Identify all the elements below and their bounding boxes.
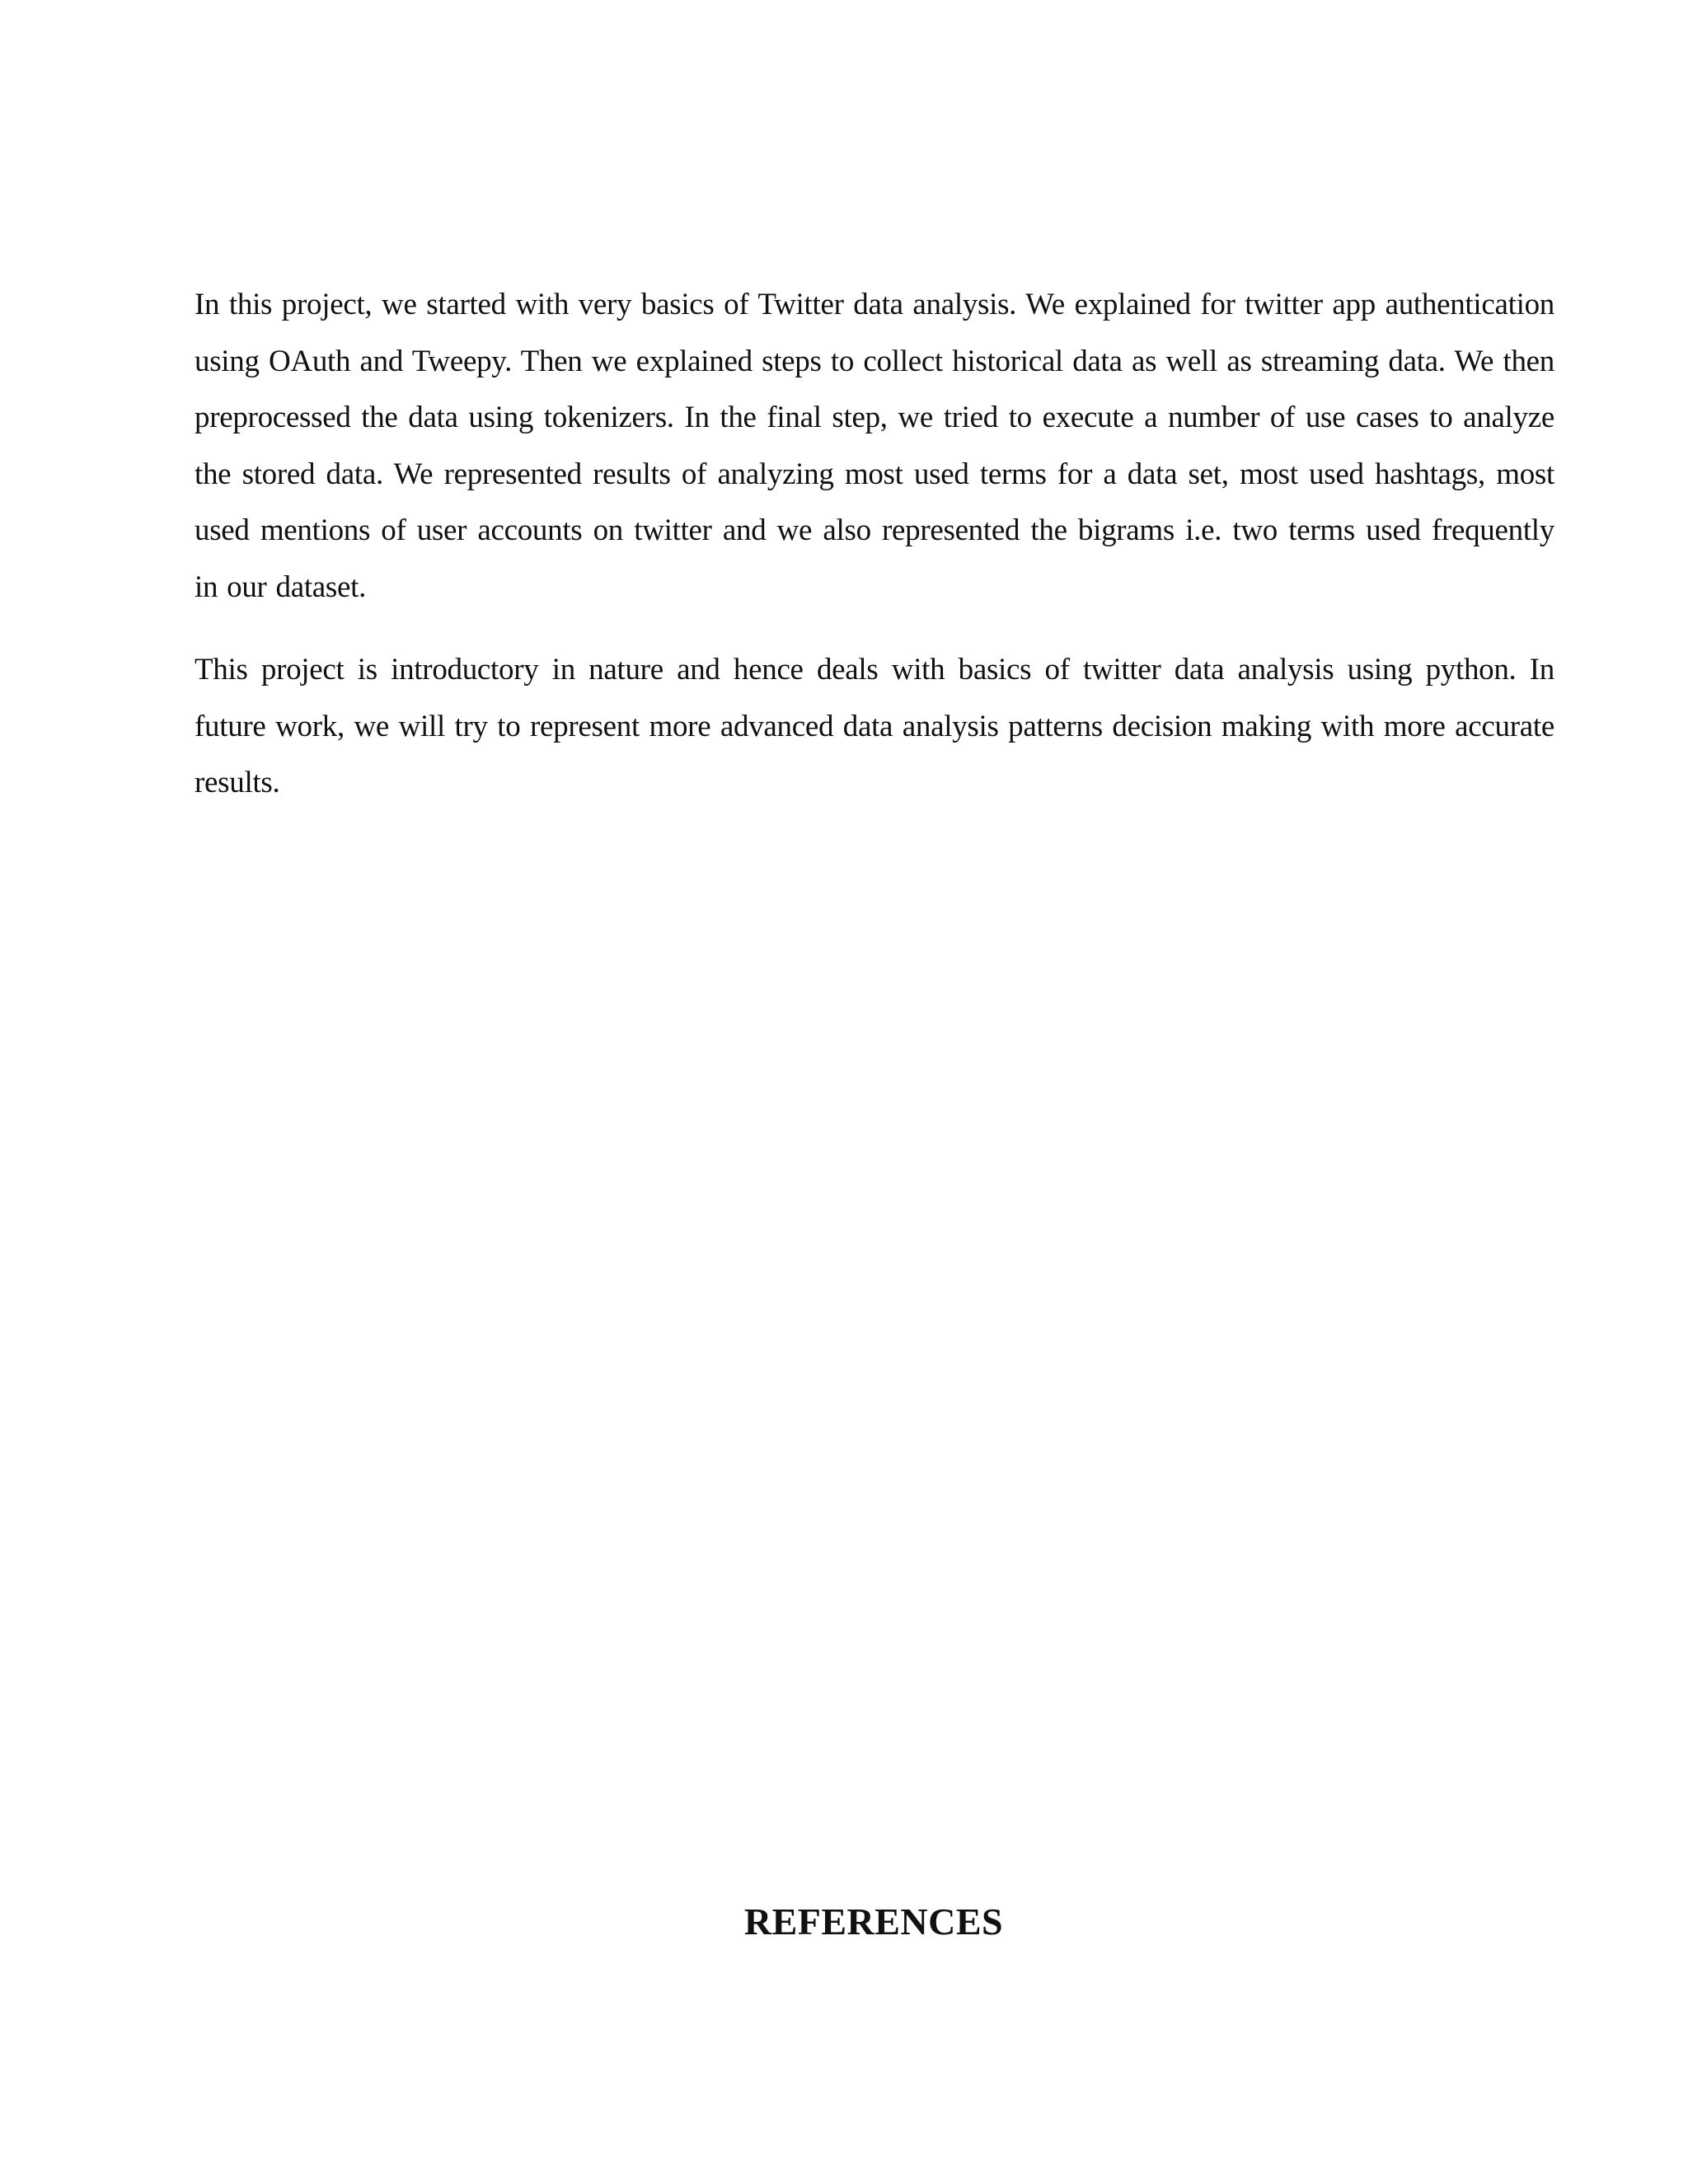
conclusion-paragraph-1: In this project, we started with very basics of Twitter data analysis. We explained for twitter app authentication using OAuth and Tweepy. Then we explained steps to collect historical data as well as streaming data. We then preprocessed the data using tokenizers. In the final step, we tried to execute a number of use cases to analyze the stored data. We represented results of analyzing most used terms for a data set, most used hashtags, most used mentions of user accounts on twitter and we also represented the bigrams i.e. two terms used frequently in our dataset. (195, 288, 1554, 604)
references-heading: REFERENCES (743, 1900, 1004, 1943)
conclusion-paragraph-2: This project is introductory in nature and hence deals with basics of twitter data analysis using python. In future work, we will try to represent more advanced data analysis patterns decision making with more accurate results. (195, 653, 1554, 799)
